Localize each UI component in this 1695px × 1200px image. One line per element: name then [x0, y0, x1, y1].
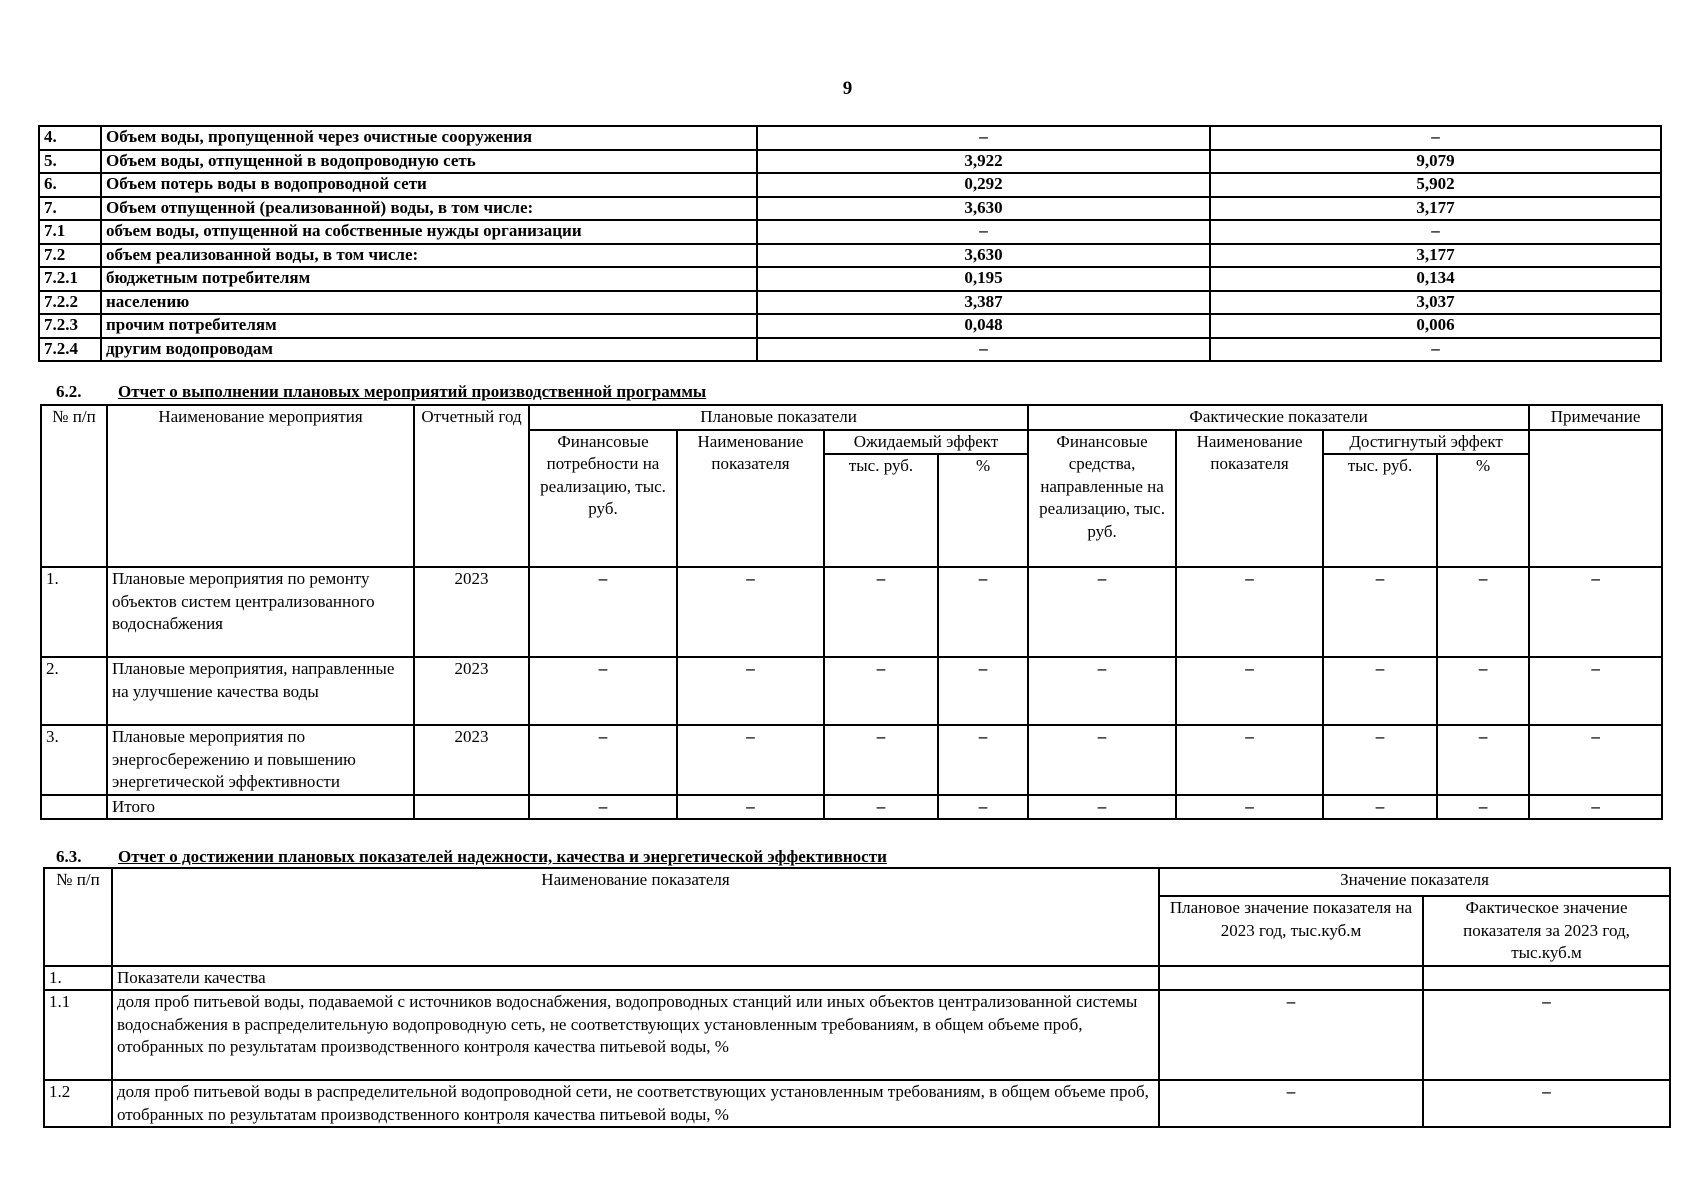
section-number: 6.2. [56, 382, 82, 401]
value-cell: – [1437, 657, 1529, 725]
value-cell: – [824, 725, 938, 795]
value-cell: – [824, 795, 938, 820]
value-cell: – [529, 795, 677, 820]
value-cell: – [1210, 220, 1661, 244]
header-actual-finance: Финансовые средства, направленные на реализацию, тыс. руб. [1028, 430, 1176, 568]
table-row [39, 314, 1661, 338]
header-actual-effect-percent: % [1437, 454, 1529, 567]
report-year: 2023 [414, 567, 529, 657]
row-name: другим водопроводам [101, 338, 757, 362]
table-row [39, 267, 1661, 291]
total-row [41, 795, 1662, 820]
header-measure-name: Наименование мероприятия [107, 405, 414, 567]
row-name: прочим потребителям [101, 314, 757, 338]
value-cell: 9,079 [1210, 150, 1661, 174]
value-cell: 0,134 [1210, 267, 1661, 291]
table-row [39, 291, 1661, 315]
row-number: 4. [39, 126, 101, 150]
table-row [39, 197, 1661, 221]
header-actual-effect: Достигнутый эффект [1323, 430, 1529, 455]
page-number: 9 [842, 78, 853, 99]
value-cell: – [824, 567, 938, 657]
table-row [44, 990, 1670, 1080]
value-cell: 3,630 [757, 244, 1210, 268]
header-plan-effect: Ожидаемый эффект [824, 430, 1028, 455]
value-cell: – [938, 657, 1028, 725]
header-plan-finance: Финансовые потребности на реализацию, тыс. руб. [529, 430, 677, 568]
value-cell: 0,006 [1210, 314, 1661, 338]
measure-name: Плановые мероприятия, направленные на улучшение качества воды [107, 657, 414, 725]
value-cell: – [1028, 795, 1176, 820]
header-planned: Плановые показатели [529, 405, 1028, 430]
value-cell: 0,195 [757, 267, 1210, 291]
value-cell: – [1323, 567, 1437, 657]
indicator-name: доля проб питьевой воды, подаваемой с источников водоснабжения, водопроводных станций или иных объектов централизованной системы водоснабжения в распределительную водопроводную сеть, не соответствующих установленным требованиям, в общем объеме проб, отобранных по результатам производственного контроля качества питьевой воды, % [112, 990, 1159, 1080]
value-cell: – [529, 657, 677, 725]
value-cell: – [1529, 795, 1662, 820]
value-cell: 0,292 [757, 173, 1210, 197]
report-year: 2023 [414, 657, 529, 725]
value-cell: – [938, 567, 1028, 657]
row-number: 7.2.2 [39, 291, 101, 315]
table-row [44, 1080, 1670, 1127]
header-plan-effect-rub: тыс. руб. [824, 454, 938, 567]
value-cell: – [1323, 657, 1437, 725]
row-number: 7.1 [39, 220, 101, 244]
row-name: населению [101, 291, 757, 315]
report-year: 2023 [414, 725, 529, 795]
value-cell: – [677, 795, 824, 820]
header-actual-value: Фактическое значение показателя за 2023 год, тыс.куб.м [1423, 896, 1670, 966]
value-cell: 3,177 [1210, 197, 1661, 221]
value-cell: – [1210, 338, 1661, 362]
measure-name: Плановые мероприятия по энергосбережению и повышению энергетической эффективности [107, 725, 414, 795]
value-cell: 3,177 [1210, 244, 1661, 268]
report-year [414, 795, 529, 820]
value-cell: – [757, 338, 1210, 362]
row-number: 1. [44, 966, 112, 991]
planned-value [1159, 966, 1423, 991]
header-planned-value: Плановое значение показателя на 2023 год, тыс.куб.м [1159, 896, 1423, 966]
table-row [41, 657, 1662, 725]
header-actual-effect-rub: тыс. руб. [1323, 454, 1437, 567]
value-cell: – [1529, 725, 1662, 795]
quality-indicators-table [43, 867, 1671, 1128]
value-cell: – [1323, 795, 1437, 820]
table-row [39, 126, 1661, 150]
row-number: 7.2 [39, 244, 101, 268]
value-cell: – [1437, 795, 1529, 820]
value-cell: – [677, 657, 824, 725]
header-note-blank [1529, 430, 1662, 568]
total-label: Итого [107, 795, 414, 820]
value-cell: – [938, 725, 1028, 795]
value-cell: 3,387 [757, 291, 1210, 315]
value-cell: – [757, 220, 1210, 244]
table-row [39, 173, 1661, 197]
actual-value: – [1423, 1080, 1670, 1127]
row-name: бюджетным потребителям [101, 267, 757, 291]
value-cell: 3,630 [757, 197, 1210, 221]
value-cell: – [1437, 567, 1529, 657]
value-cell: – [1028, 567, 1176, 657]
header-actual: Фактические показатели [1028, 405, 1529, 430]
table-row [44, 966, 1670, 991]
value-cell: – [824, 657, 938, 725]
table-row [41, 725, 1662, 795]
row-number: 1. [41, 567, 107, 657]
planned-value: – [1159, 990, 1423, 1080]
section-title: Отчет о выполнении плановых мероприятий производственной программы [118, 382, 707, 401]
value-cell: – [677, 567, 824, 657]
value-cell: – [938, 795, 1028, 820]
row-name: Объем воды, отпущенной в водопроводную сеть [101, 150, 757, 174]
table-row [39, 150, 1661, 174]
indicator-name: доля проб питьевой воды в распределительной водопроводной сети, не соответствующих установленным требованиям, в общем объеме проб, отобранных по результатам производственного контроля качества питьевой воды, % [112, 1080, 1159, 1127]
header-plan-effect-percent: % [938, 454, 1028, 567]
header-actual-indicator: Наименование показателя [1176, 430, 1323, 568]
planned-measures-table [40, 404, 1663, 820]
table-row [39, 338, 1661, 362]
value-cell: – [1176, 567, 1323, 657]
row-number: 7. [39, 197, 101, 221]
row-number: 1.1 [44, 990, 112, 1080]
section-number: 6.3. [56, 847, 82, 866]
section-title: Отчет о достижении плановых показателей надежности, качества и энергетической эффективности [118, 847, 887, 866]
row-number: 6. [39, 173, 101, 197]
row-number: 7.2.4 [39, 338, 101, 362]
header-num: № п/п [41, 405, 107, 567]
row-name: объем воды, отпущенной на собственные нужды организации [101, 220, 757, 244]
row-number [41, 795, 107, 820]
header-indicator-value: Значение показателя [1159, 868, 1670, 896]
value-cell: – [1529, 657, 1662, 725]
row-name: Объем воды, пропущенной через очистные сооружения [101, 126, 757, 150]
value-cell: – [1176, 657, 1323, 725]
value-cell: – [1176, 795, 1323, 820]
header-num: № п/п [44, 868, 112, 966]
header-plan-indicator: Наименование показателя [677, 430, 824, 568]
value-cell: – [1028, 657, 1176, 725]
value-cell: – [1176, 725, 1323, 795]
table-row [39, 220, 1661, 244]
value-cell: – [529, 567, 677, 657]
row-number: 3. [41, 725, 107, 795]
header-note: Примечание [1529, 405, 1662, 430]
measure-name: Плановые мероприятия по ремонту объектов систем централизованного водоснабжения [107, 567, 414, 657]
value-cell: 3,037 [1210, 291, 1661, 315]
value-cell: – [1437, 725, 1529, 795]
value-cell: 5,902 [1210, 173, 1661, 197]
water-volume-table [38, 125, 1662, 362]
value-cell: – [529, 725, 677, 795]
section-heading-6-3 [56, 847, 887, 867]
table-row [39, 244, 1661, 268]
actual-value [1423, 966, 1670, 991]
row-name: Объем отпущенной (реализованной) воды, в том числе: [101, 197, 757, 221]
value-cell: – [757, 126, 1210, 150]
table-row [41, 567, 1662, 657]
value-cell: 0,048 [757, 314, 1210, 338]
actual-value: – [1423, 990, 1670, 1080]
row-number: 7.2.1 [39, 267, 101, 291]
row-name: Объем потерь воды в водопроводной сети [101, 173, 757, 197]
indicator-name: Показатели качества [112, 966, 1159, 991]
value-cell: 3,922 [757, 150, 1210, 174]
value-cell: – [1323, 725, 1437, 795]
row-number: 7.2.3 [39, 314, 101, 338]
row-number: 2. [41, 657, 107, 725]
header-indicator-name: Наименование показателя [112, 868, 1159, 966]
value-cell: – [1210, 126, 1661, 150]
header-report-year: Отчетный год [414, 405, 529, 567]
value-cell: – [677, 725, 824, 795]
planned-value: – [1159, 1080, 1423, 1127]
value-cell: – [1529, 567, 1662, 657]
row-name: объем реализованной воды, в том числе: [101, 244, 757, 268]
value-cell: – [1028, 725, 1176, 795]
section-heading-6-2 [56, 382, 706, 402]
row-number: 5. [39, 150, 101, 174]
row-number: 1.2 [44, 1080, 112, 1127]
